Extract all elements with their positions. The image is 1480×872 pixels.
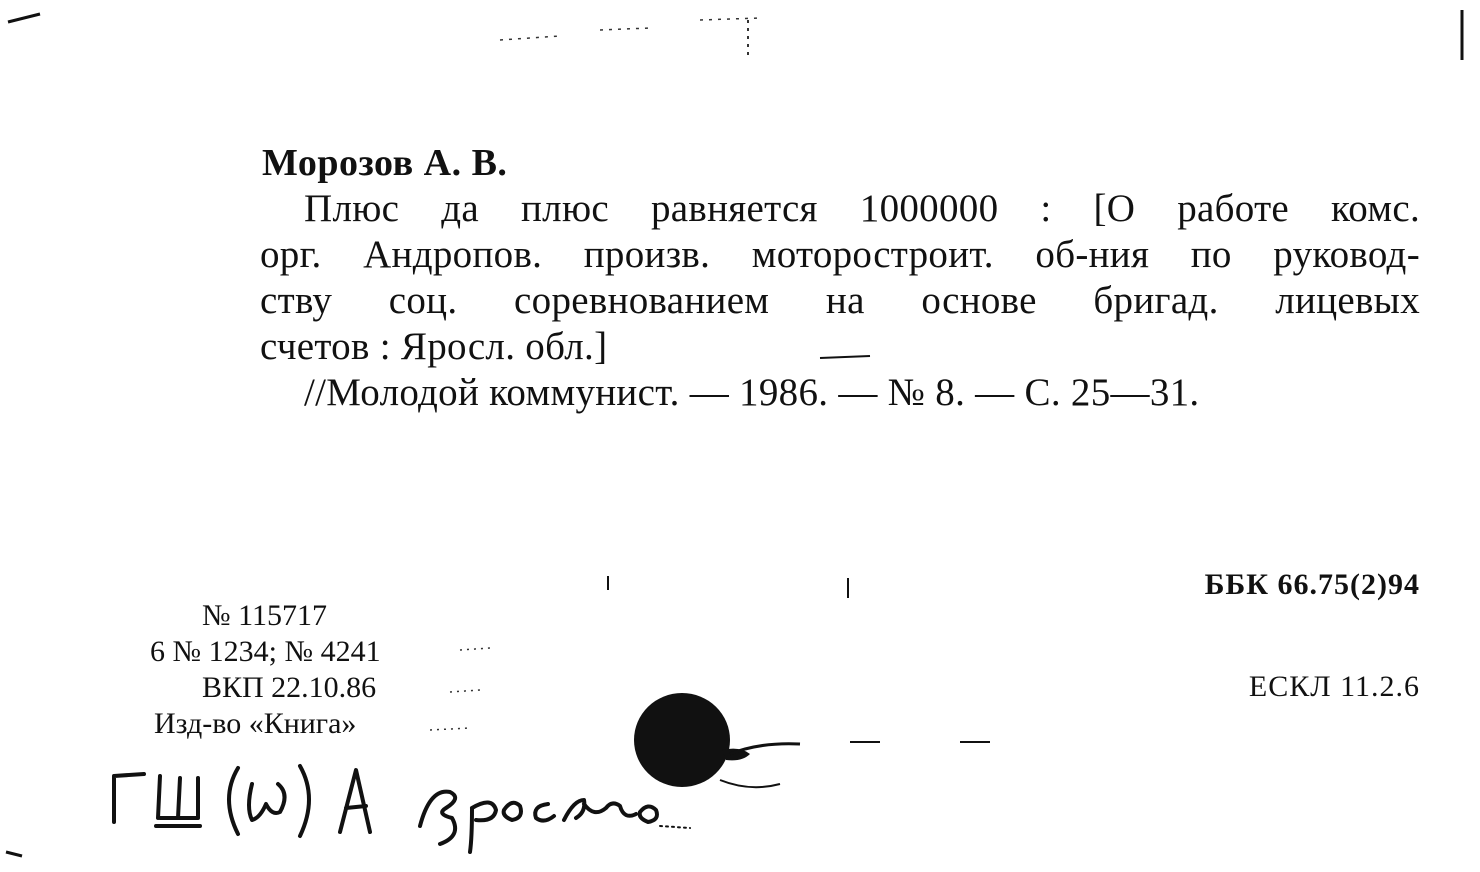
author-name: Морозов А. В. [262,142,508,184]
title-line: орг. Андропов. произв. моторостроит. об-ния по руковод- [260,233,1420,276]
card-number: № 115717 [202,599,328,632]
bibliographic-entry [260,140,1420,416]
source-citation: //Молодой коммунист. — 1986. — № 8. — С. 25—31. [304,371,1200,414]
title-line: счетов : Яросл. обл.] [260,325,608,368]
card-codes [150,598,381,742]
card-refs: 6 № 1234; № 4241 [150,635,381,668]
handwritten-note [100,748,700,858]
title-description [260,186,1420,370]
vkp-date: ВКП 22.10.86 [202,671,377,704]
title-line: Плюс да плюс равняется 1000000 : [О работе комс. [304,187,1420,230]
title-line: ству соц. соревнованием на основе бригад. лицевых [260,279,1420,322]
publisher: Изд-во «Книга» [154,707,357,740]
eskl-classification: ЕСКЛ 11.2.6 [1248,670,1420,703]
bbk-classification: ББК 66.75(2)94 [1204,568,1420,601]
